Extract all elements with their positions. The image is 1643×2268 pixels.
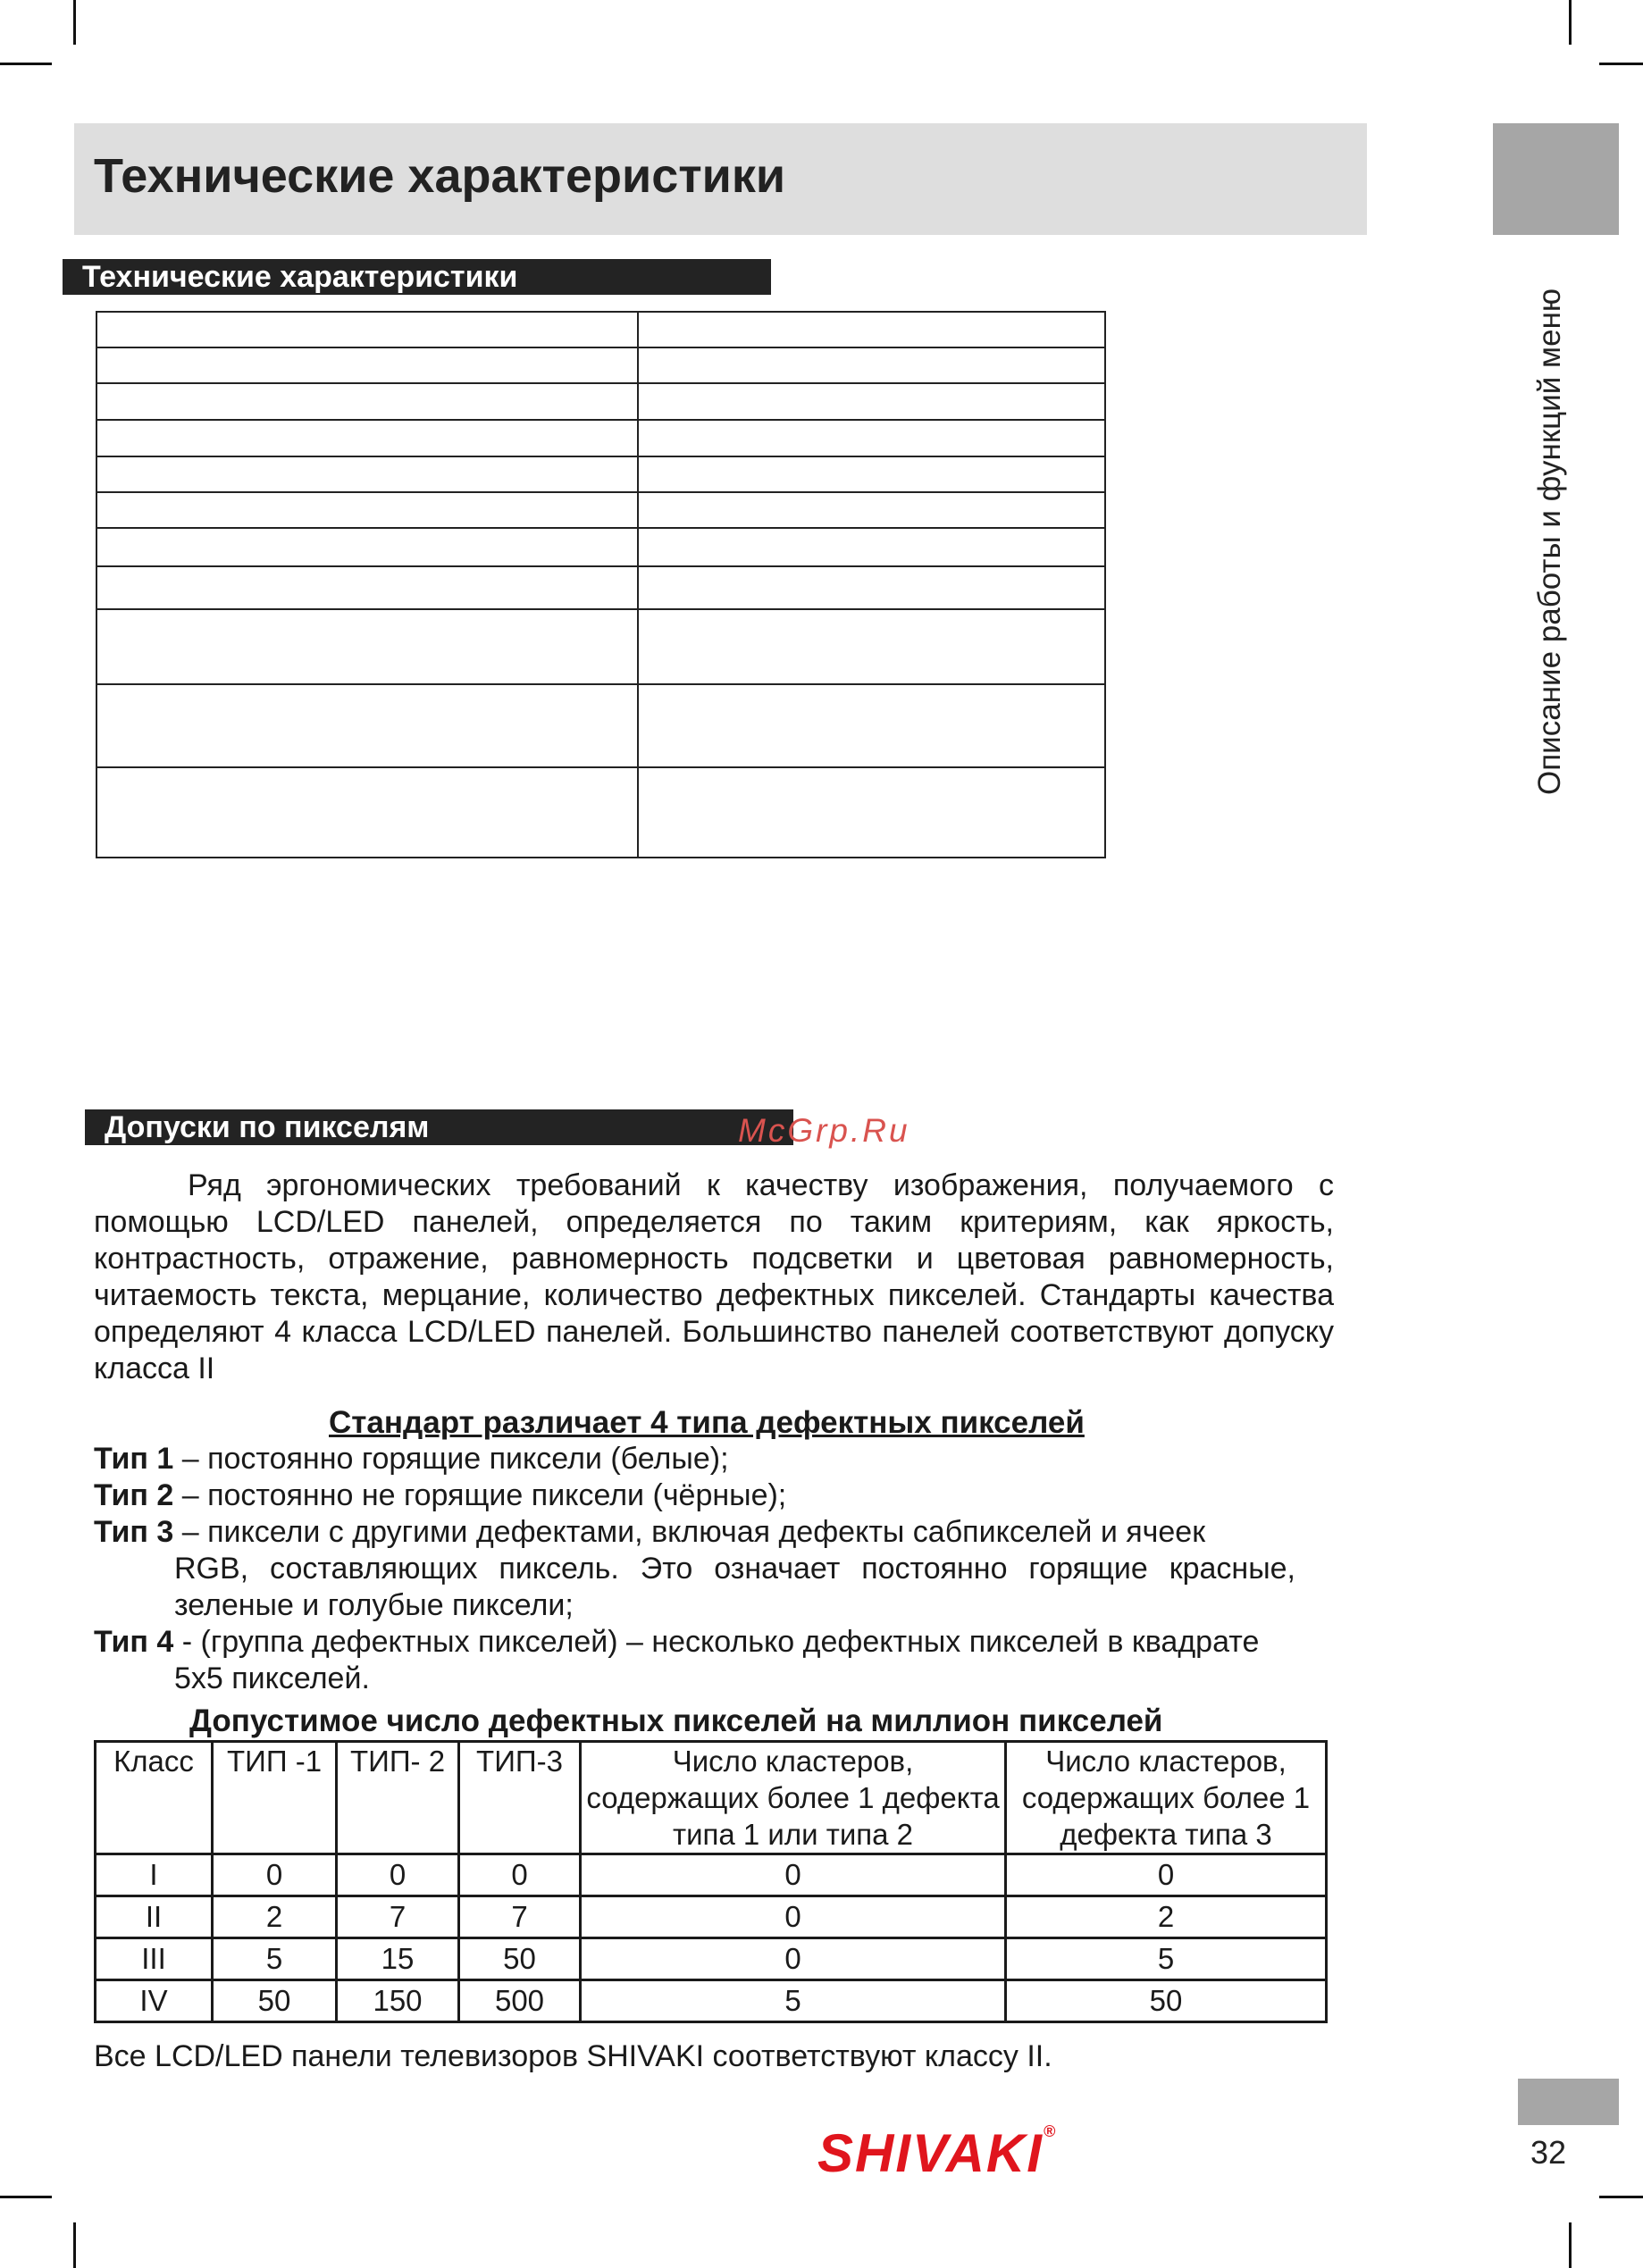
spec-name-cell: [96, 347, 638, 383]
spec-value-cell: [638, 566, 1105, 609]
table-cell: II: [96, 1896, 213, 1938]
table-row: [96, 684, 1105, 767]
type-text-continued: RGB, составляющих пиксель. Это означает постоянно горящие красные, зеленые и голубые пиксели;: [174, 1552, 1295, 1622]
crop-mark: [0, 2196, 52, 2198]
column-header: Класс: [96, 1742, 213, 1854]
spec-name-cell: [96, 528, 638, 566]
crop-mark: [1599, 63, 1643, 65]
intro-paragraph: [94, 1167, 1334, 1387]
page-number-block: [1518, 2079, 1619, 2125]
type-text: - (группа дефектных пикселей) – несколько дефектных пикселей в квадрате: [173, 1625, 1260, 1659]
table-row: [96, 1854, 1327, 1896]
spec-name-cell: [96, 492, 638, 528]
column-header: ТИП -1: [213, 1742, 337, 1854]
standard-title: Стандарт различает 4 типа дефектных пикселей: [329, 1405, 1085, 1440]
type-text: – постоянно горящие пиксели (белые);: [173, 1442, 729, 1476]
crop-mark: [73, 0, 76, 45]
intro-paragraph-text: Ряд эргономических требований к качеству изображения, получаемого с помощью LCD/LED панелей, определяется по таким критериям, как яркость, контрастность, отражение, равномерность подсветки и цветовая равномерность, читаемость текста, мерцание, количество дефектных пикселей. Стандарты качества определяют 4 класса LCD/LED панелей. Большинство панелей соответствуют допуску класса II: [94, 1168, 1334, 1385]
watermark: McGrp.Ru: [738, 1112, 910, 1149]
specs-section-bar: [63, 259, 771, 295]
table-cell: 15: [337, 1938, 459, 1980]
column-header: Число кластеров, содержащих более 1 дефекта типа 3: [1006, 1742, 1327, 1854]
page-title: Технические характеристики: [94, 149, 786, 203]
spec-value-cell: [638, 767, 1105, 858]
table-cell: 5: [581, 1980, 1006, 2022]
table-cell: 7: [459, 1896, 581, 1938]
type-text: – пиксели с другими дефектами, включая дефекты сабпикселей и ячеек: [173, 1515, 1206, 1549]
table-row: [96, 312, 1105, 347]
table-cell: 0: [581, 1938, 1006, 1980]
table-cell: 0: [337, 1854, 459, 1896]
table-row: [96, 566, 1105, 609]
table-cell: 0: [581, 1854, 1006, 1896]
type-label: Тип 2: [94, 1478, 174, 1512]
table-cell: I: [96, 1854, 213, 1896]
column-header: ТИП-3: [459, 1742, 581, 1854]
specs-section-title: Технические характеристики: [82, 260, 518, 294]
table-row: [96, 420, 1105, 456]
table-cell: 2: [213, 1896, 337, 1938]
table-row: [96, 383, 1105, 420]
table-row: [96, 767, 1105, 858]
tolerance-title: Допустимое число дефектных пикселей на миллион пикселей: [189, 1703, 1163, 1738]
type-text-continued: 5x5 пикселей.: [174, 1661, 370, 1695]
tolerance-table: [94, 1740, 1328, 2023]
table-cell: 500: [459, 1980, 581, 2022]
table-cell: 5: [1006, 1938, 1327, 1980]
table-cell: 0: [581, 1896, 1006, 1938]
page-number: 32: [1530, 2134, 1567, 2171]
side-tab-label: Описание работы и функций меню: [1532, 288, 1567, 795]
spec-value-cell: [638, 312, 1105, 347]
spec-name-cell: [96, 684, 638, 767]
table-cell: 50: [459, 1938, 581, 1980]
crop-mark: [1569, 0, 1572, 45]
spec-name-cell: [96, 312, 638, 347]
table-cell: IV: [96, 1980, 213, 2022]
table-cell: 2: [1006, 1896, 1327, 1938]
type-label: Тип 3: [94, 1515, 174, 1549]
crop-mark: [1569, 2222, 1572, 2268]
spec-name-cell: [96, 456, 638, 492]
type-label: Тип 1: [94, 1442, 174, 1476]
type-text: – постоянно не горящие пиксели (чёрные);: [173, 1478, 787, 1512]
table-cell: 50: [213, 1980, 337, 2022]
table-header-row: [96, 1742, 1327, 1854]
table-cell: 5: [213, 1938, 337, 1980]
column-header: Число кластеров, содержащих более 1 дефекта типа 1 или типа 2: [581, 1742, 1006, 1854]
table-cell: 0: [459, 1854, 581, 1896]
side-tab-block: [1493, 123, 1619, 235]
crop-mark: [73, 2222, 76, 2268]
specs-table: [96, 311, 1106, 858]
spec-name-cell: [96, 566, 638, 609]
spec-value-cell: [638, 383, 1105, 420]
brand-reg-mark: ®: [1043, 2122, 1058, 2140]
table-row: [96, 1938, 1327, 1980]
table-row: [96, 347, 1105, 383]
spec-name-cell: [96, 767, 638, 858]
spec-value-cell: [638, 492, 1105, 528]
brand-name: SHIVAKI: [817, 2123, 1044, 2183]
pixels-section-title: Допуски по пикселям: [105, 1110, 430, 1144]
spec-name-cell: [96, 383, 638, 420]
spec-value-cell: [638, 420, 1105, 456]
spec-value-cell: [638, 609, 1105, 684]
spec-name-cell: [96, 420, 638, 456]
list-item: [94, 1624, 1345, 1697]
table-row: [96, 456, 1105, 492]
spec-value-cell: [638, 347, 1105, 383]
table-cell: 7: [337, 1896, 459, 1938]
list-item: [94, 1441, 1345, 1477]
defect-types-list: [94, 1441, 1345, 1697]
footer-note: Все LCD/LED панели телевизоров SHIVAKI соответствуют классу II.: [94, 2039, 1052, 2073]
table-row: [96, 492, 1105, 528]
spec-value-cell: [638, 528, 1105, 566]
table-cell: 0: [1006, 1854, 1327, 1896]
brand-logo: [817, 2122, 1057, 2184]
list-item: [94, 1477, 1345, 1514]
pixels-section-bar: [85, 1109, 793, 1145]
table-cell: 0: [213, 1854, 337, 1896]
column-header: ТИП- 2: [337, 1742, 459, 1854]
table-row: [96, 1980, 1327, 2022]
type-label: Тип 4: [94, 1625, 174, 1659]
table-cell: 150: [337, 1980, 459, 2022]
spec-value-cell: [638, 684, 1105, 767]
table-cell: III: [96, 1938, 213, 1980]
crop-mark: [1599, 2196, 1643, 2198]
table-cell: 50: [1006, 1980, 1327, 2022]
table-row: [96, 1896, 1327, 1938]
spec-value-cell: [638, 456, 1105, 492]
spec-name-cell: [96, 609, 638, 684]
crop-mark: [0, 63, 52, 65]
list-item: [94, 1514, 1345, 1624]
table-row: [96, 528, 1105, 566]
table-row: [96, 609, 1105, 684]
